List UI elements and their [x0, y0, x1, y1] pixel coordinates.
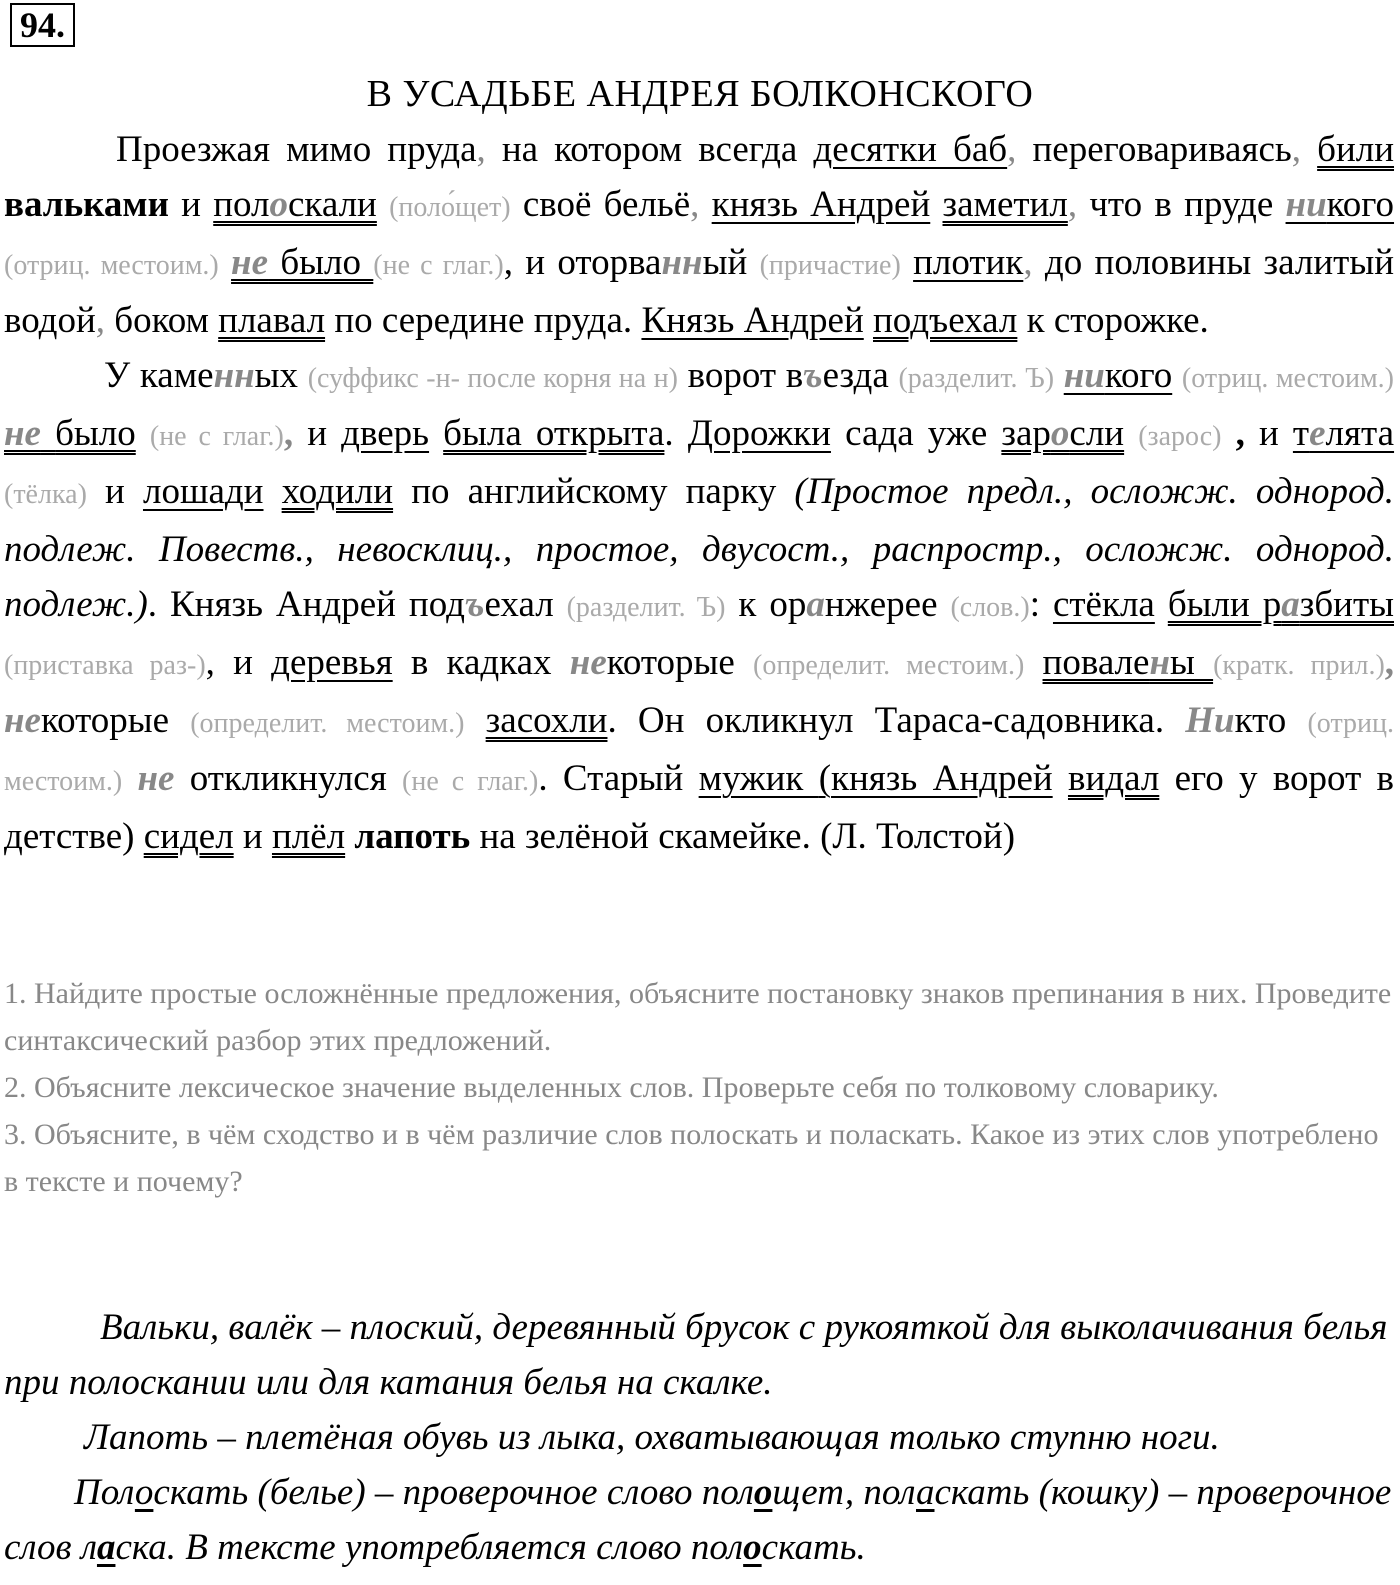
bold-word: лапоть [354, 816, 471, 857]
predicate-underline [231, 242, 373, 283]
text-space [1172, 355, 1182, 396]
highlighted-letter: не [4, 700, 41, 741]
grammar-note: (отриц. местоим.) [1181, 363, 1395, 394]
comma-mark: , [1023, 242, 1033, 283]
predicate-underline: подъехал [873, 300, 1018, 341]
predicate-underline [1043, 642, 1214, 683]
predicate-underline [1168, 584, 1394, 625]
text-fragment: и [168, 184, 214, 225]
task-item: 3. Объясните, в чём сходство и в чём различие слов полоскать и поласкать. Какое из этих слов употреблено в тексте и почему? [4, 1118, 1379, 1198]
sentence-analysis: (Простое предл., осложж. однород. подлеж. Повеств., невосклиц., простое, двусост., распростр., осложж. однород. подлеж.) [4, 471, 1394, 625]
definition-poloskat [4, 1465, 1394, 1575]
text-space [901, 242, 913, 283]
text-fragment: езда [822, 355, 899, 396]
text-space [699, 184, 711, 225]
text-fragment: на котором всегда [485, 129, 814, 170]
grammar-note: (отриц. местоим.) [4, 708, 1394, 797]
text-fragment: к сторожке. [1017, 300, 1209, 341]
text-fragment: , и оторва [503, 242, 662, 283]
comma-mark: , [95, 300, 106, 341]
text-fragment: Проезжая мимо пруда [116, 129, 477, 170]
grammar-note: (не с глаг.) [373, 250, 504, 281]
text-fragment: что в пруде [1077, 184, 1286, 225]
word-part: лята [1325, 413, 1395, 454]
underlined-letter: а [96, 1527, 116, 1568]
predicate-underline: били [1317, 129, 1395, 170]
text-space [122, 758, 137, 799]
paragraph-2 [4, 348, 1394, 864]
word-part: зар [1001, 413, 1051, 454]
text-space [264, 471, 282, 512]
text-space [429, 413, 443, 454]
text-fragment: по английскому парку [393, 471, 795, 512]
text-fragment: и [86, 471, 143, 512]
text-space [1301, 129, 1317, 170]
subject-underline: стёкла [1052, 584, 1155, 625]
predicate-underline: ходили [281, 471, 394, 512]
word-part: кого [1104, 355, 1173, 396]
text-space [136, 413, 150, 454]
text-space [1053, 758, 1068, 799]
highlighted-letter: нн [661, 242, 703, 283]
text-fragment: . Старый [538, 758, 699, 799]
predicate-underline [1001, 413, 1124, 454]
highlighted-letter: нн [213, 355, 255, 396]
comma-mark: , [1235, 413, 1245, 454]
text-fragment: которые [606, 642, 735, 683]
subject-underline: Дорожки [687, 413, 831, 454]
grammar-note: (определит. местоим.) [753, 650, 1025, 681]
comma-mark: , [1067, 184, 1078, 225]
comma-mark: , [1291, 129, 1302, 170]
highlighted-letter: е [1309, 413, 1326, 454]
text-space [864, 300, 873, 341]
grammar-note: (суффикс -н- после корня на н) [307, 363, 678, 394]
text-space [930, 184, 942, 225]
highlighted-letter: ъ [803, 355, 823, 396]
grammar-note: (поло́щет) [389, 192, 511, 223]
subject-underline: Князь Андрей [641, 300, 864, 341]
text-fragment: У каме [104, 355, 214, 396]
word-part: скали [288, 184, 377, 225]
word-part: ы [1170, 642, 1214, 683]
word-part: были р [1167, 584, 1282, 625]
text-fragment: ых [254, 355, 308, 396]
text-fragment: скать (кошку) – проверочное слов л [4, 1472, 1392, 1568]
text-fragment: скать. [761, 1527, 866, 1568]
text-fragment: кто [1234, 700, 1287, 741]
grammar-note: (разделит. Ъ) [566, 592, 726, 623]
text-fragment: которые [40, 700, 170, 741]
comma-mark: , [476, 129, 486, 170]
predicate-underline: была открыта [443, 413, 665, 454]
text-space [735, 642, 753, 683]
text-fragment: и [1244, 413, 1293, 454]
subject-underline: князь Андрей [711, 184, 931, 225]
text-space [1024, 642, 1042, 683]
text-fragment: по середине пруда. [325, 300, 642, 341]
grammar-note: (разделит. Ъ) [898, 363, 1055, 394]
text-fragment: ска. В тексте употребляется слово пол [115, 1527, 744, 1568]
subject-underline [1293, 413, 1394, 454]
text-fragment: на зелёной скамейке. (Л. Толстой) [470, 816, 1016, 857]
text-fragment: и [233, 816, 272, 857]
task-item: 2. Объясните лексическое значение выделенных слов. Проверьте себя по толковому словарику. [4, 1071, 1219, 1104]
subject-underline: мужик [698, 758, 819, 799]
text-space [1124, 413, 1138, 454]
highlighted-letter: не [569, 642, 607, 683]
grammar-note: (не с глаг.) [402, 766, 539, 797]
exercise-number: 94. [10, 3, 75, 47]
text-fragment: . Он окликнул Тараса-садовника. [607, 700, 1186, 741]
underlined-letter: а [916, 1472, 935, 1513]
grammar-note: (слов.) [950, 592, 1030, 623]
predicate-underline: сидел [143, 816, 234, 857]
predicate-underline [213, 184, 377, 225]
highlighted-letter: о [1050, 413, 1070, 454]
text-fragment: и [293, 413, 342, 454]
text-fragment: , и [205, 642, 272, 683]
text-fragment: сада уже [830, 413, 1002, 454]
subject-underline: лошади [142, 471, 264, 512]
predicate-underline: засохли [485, 700, 608, 741]
predicate-underline: плёл [271, 816, 346, 857]
task-list [4, 970, 1394, 1205]
highlighted-letter: а [806, 584, 825, 625]
grammar-note: (зарос) [1138, 421, 1222, 452]
subject-underline: дверь [341, 413, 430, 454]
word-part: т [1292, 413, 1310, 454]
subject-underline: плотик [913, 242, 1024, 283]
highlighted-letter: ни [1285, 184, 1327, 225]
text-fragment: ый [702, 242, 760, 283]
word-part: было [55, 413, 136, 454]
word-part: кого [1326, 184, 1395, 225]
predicate-underline [4, 413, 136, 454]
predicate-underline: видал [1067, 758, 1160, 799]
highlighted-letter: Ни [1185, 700, 1235, 741]
definitions [4, 1300, 1394, 1575]
text-fragment: боком [105, 300, 219, 341]
highlighted-letter: не [4, 413, 41, 454]
main-text [4, 122, 1394, 864]
text-fragment: ( [818, 758, 832, 799]
text-space [1222, 413, 1236, 454]
grammar-note: (причастие) [759, 250, 901, 281]
text-fragment: . [664, 413, 688, 454]
word-part: пол [213, 184, 270, 225]
paragraph-1 [4, 122, 1394, 348]
grammar-note: (определит. местоим.) [190, 708, 465, 739]
comma-mark: , [1007, 129, 1017, 170]
text-fragment: переговариваясь [1032, 129, 1292, 170]
text-fragment: до половины залитый водой [4, 242, 1394, 341]
text-fragment: в кадках [392, 642, 570, 683]
subject-underline: деревья [271, 642, 393, 683]
text-fragment: щет, пол [772, 1472, 916, 1513]
highlighted-letter: н [1149, 642, 1170, 683]
comma-mark: , [1384, 642, 1395, 683]
predicate-underline: заметил [942, 184, 1068, 225]
highlighted-letter: а [1281, 584, 1300, 625]
page-title: В УСАДЬБЕ АНДРЕЯ БОЛКОНСКОГО [366, 73, 1034, 115]
grammar-note: (приставка раз-) [4, 650, 206, 681]
text-fragment: своё бельё [510, 184, 691, 225]
grammar-note: (кратк. прил.) [1213, 650, 1385, 681]
word-part: было [268, 242, 374, 283]
text-fragment: . Князь Андрей под [147, 584, 465, 625]
task-item: 1. Найдите простые осложнённые предложения, объясните постановку знаков препинания в них. Проведите синтаксический разбор этих предложений. [4, 977, 1392, 1057]
highlighted-letter: не [137, 758, 175, 799]
highlighted-letter: ни [1063, 355, 1105, 396]
text-space [345, 816, 354, 857]
underlined-letter: о [743, 1527, 762, 1568]
text-fragment: нжерее [824, 584, 951, 625]
word-part: повале [1042, 642, 1150, 683]
underlined-letter: о [134, 1472, 154, 1513]
text-space [1054, 355, 1064, 396]
text-space [464, 700, 485, 741]
text-space [377, 184, 389, 225]
text-fragment: скать (белье) – проверочное слово пол [153, 1472, 754, 1513]
text-fragment: откликнулся [174, 758, 403, 799]
bold-word: вальками [4, 184, 169, 225]
text-fragment: : [1029, 584, 1053, 625]
grammar-note: (отриц. местоим.) [4, 250, 219, 281]
predicate-underline: плавал [218, 300, 326, 341]
text-space [219, 242, 231, 283]
text-fragment: ворот в [677, 355, 804, 396]
definition-valki: Вальки, валёк – плоский, деревянный брусок с рукояткой для выколачивания белья при полоскании или для катания белья на скалке. [4, 1307, 1388, 1403]
word-part: збиты [1299, 584, 1394, 625]
word-part: сли [1069, 413, 1125, 454]
subject-underline [1286, 184, 1394, 225]
subject-underline: князь Андрей [831, 758, 1053, 799]
comma-mark: , [283, 413, 294, 454]
text-space [1155, 584, 1168, 625]
subject-underline [1064, 355, 1172, 396]
text-fragment: к ор [725, 584, 807, 625]
underlined-letter: о [753, 1472, 773, 1513]
text-space [169, 700, 190, 741]
text-fragment: ехал [484, 584, 567, 625]
definition-lapot: Лапоть – плетёная обувь из лыка, охватывающая только ступню ноги. [84, 1417, 1220, 1458]
text-space [41, 413, 55, 454]
highlighted-letter: не [231, 242, 269, 283]
highlighted-letter: ъ [465, 584, 485, 625]
grammar-note: (не с глаг.) [149, 421, 284, 452]
comma-mark: , [690, 184, 700, 225]
grammar-note: (тёлка) [4, 479, 87, 510]
text-space [1286, 700, 1307, 741]
text-fragment: его у ворот в детстве) [4, 758, 1395, 857]
text-fragment: Пол [74, 1472, 135, 1513]
subject-underline: десятки баб [813, 129, 1008, 170]
highlighted-letter: о [269, 184, 288, 225]
